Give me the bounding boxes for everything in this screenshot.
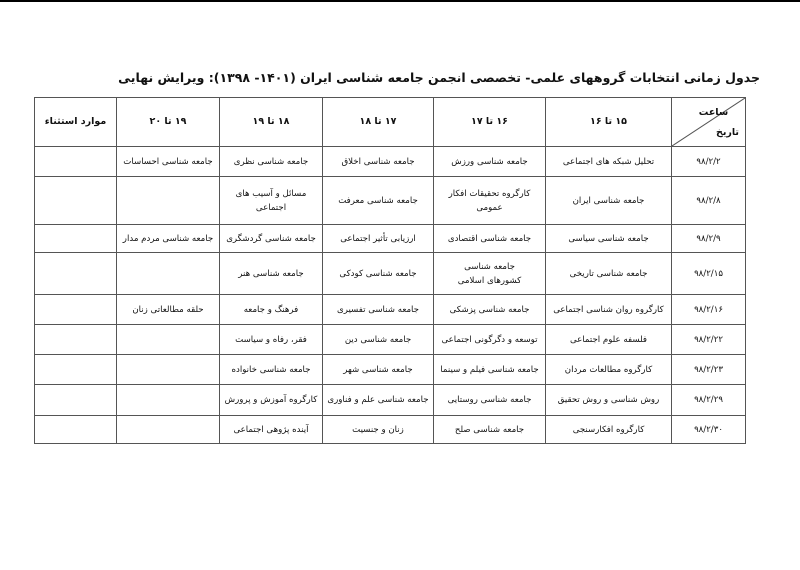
table-cell: مسائل و آسیب های اجتماعی (220, 177, 323, 225)
table-cell: جامعه شناسی تاریخی (546, 253, 672, 295)
header-row (35, 98, 746, 147)
table-cell: ارزیابی تأثیر اجتماعی (323, 225, 434, 253)
table-cell: توسعه و دگرگونی اجتماعی (434, 325, 546, 355)
table-cell: کارگروه تحقیقات افکار عمومی (434, 177, 546, 225)
row-date: ۹۸/۲/۱۶ (672, 295, 746, 325)
table-cell (117, 325, 220, 355)
table-cell: حلقه مطالعاتی زنان (117, 295, 220, 325)
table-cell: جامعه شناسی فیلم و سینما (434, 355, 546, 385)
table-cell (35, 225, 117, 253)
column-header: ۱۸ تا ۱۹ (220, 98, 323, 147)
table-cell: جامعه شناسی اقتصادی (434, 225, 546, 253)
table-row (35, 416, 746, 444)
table-row (35, 385, 746, 416)
table-cell: جامعه شناسی احساسات (117, 147, 220, 177)
date-label: تاریخ (715, 127, 739, 138)
table-cell: جامعه شناسی ورزش (434, 147, 546, 177)
row-date: ۹۸/۲/۲۲ (672, 325, 746, 355)
table-cell: جامعه شناسی صلح (434, 416, 546, 444)
corner-header-cell (672, 98, 746, 147)
column-header: ۱۶ تا ۱۷ (434, 98, 546, 147)
table-cell (117, 416, 220, 444)
table-cell: جامعه شناسی ایران (546, 177, 672, 225)
row-date: ۹۸/۲/۱۵ (672, 253, 746, 295)
table-row (35, 325, 746, 355)
table-cell (117, 385, 220, 416)
table-cell: جامعه شناسی علم و فناوری (323, 385, 434, 416)
table-cell: فقر، رفاه و سیاست (220, 325, 323, 355)
table-cell: کارگروه روان شناسی اجتماعی (546, 295, 672, 325)
table-row (35, 295, 746, 325)
row-date: ۹۸/۲/۲ (672, 147, 746, 177)
table-cell: جامعه شناسی شهر (323, 355, 434, 385)
table-cell: جامعه شناسی هنر (220, 253, 323, 295)
top-border-line (0, 0, 800, 2)
table-cell: جامعه شناسی گردشگری (220, 225, 323, 253)
schedule-table (34, 97, 746, 444)
table-row (35, 177, 746, 225)
table-cell: جامعه شناسی مردم مدار (117, 225, 220, 253)
column-header: ۱۹ تا ۲۰ (117, 98, 220, 147)
row-date: ۹۸/۲/۲۳ (672, 355, 746, 385)
table-cell (117, 355, 220, 385)
column-header: ۱۷ تا ۱۸ (323, 98, 434, 147)
table-cell: جامعه شناسی اخلاق (323, 147, 434, 177)
row-date: ۹۸/۲/۸ (672, 177, 746, 225)
page-title: جدول زمانی انتخابات گروههای علمی- تخصصی انجمن جامعه شناسی ایران (۱۴۰۱- ۱۳۹۸): ویرایش نهایی (118, 70, 760, 85)
table-cell (35, 385, 117, 416)
table-cell: جامعه شناسی معرفت (323, 177, 434, 225)
table-cell: جامعه شناسی دین (323, 325, 434, 355)
table-cell: آینده پژوهی اجتماعی (220, 416, 323, 444)
table-row (35, 355, 746, 385)
table-cell (35, 177, 117, 225)
table-cell: جامعه شناسی روستایی (434, 385, 546, 416)
table-cell: جامعه شناسی خانواده (220, 355, 323, 385)
table-cell: جامعه شناسی تفسیری (323, 295, 434, 325)
table-cell (35, 147, 117, 177)
table-cell (35, 325, 117, 355)
table-cell: جامعه شناسی پزشکی (434, 295, 546, 325)
table-cell (117, 177, 220, 225)
table-cell (35, 355, 117, 385)
table-row (35, 253, 746, 295)
row-date: ۹۸/۲/۹ (672, 225, 746, 253)
time-label: ساعت (698, 107, 729, 118)
table-cell: فرهنگ و جامعه (220, 295, 323, 325)
table-cell: فلسفه علوم اجتماعی (546, 325, 672, 355)
table-cell: کارگروه افکارسنجی (546, 416, 672, 444)
table-cell: جامعه شناسی کشورهای اسلامی (434, 253, 546, 295)
column-header: ۱۵ تا ۱۶ (546, 98, 672, 147)
table-cell: کارگروه مطالعات مردان (546, 355, 672, 385)
table-row (35, 147, 746, 177)
table-cell: زنان و جنسیت (323, 416, 434, 444)
table-cell (35, 295, 117, 325)
table-cell: روش شناسی و روش تحقیق (546, 385, 672, 416)
table-cell: کارگروه آموزش و پرورش (220, 385, 323, 416)
row-date: ۹۸/۲/۲۹ (672, 385, 746, 416)
column-header: موارد استثناء (35, 98, 117, 147)
table-cell (35, 253, 117, 295)
row-date: ۹۸/۲/۳۰ (672, 416, 746, 444)
table-cell (117, 253, 220, 295)
table-row (35, 225, 746, 253)
table-cell: جامعه شناسی کودکی (323, 253, 434, 295)
table-cell: جامعه شناسی نظری (220, 147, 323, 177)
table-cell (35, 416, 117, 444)
table-cell: جامعه شناسی سیاسی (546, 225, 672, 253)
table-cell: تحلیل شبکه های اجتماعی (546, 147, 672, 177)
